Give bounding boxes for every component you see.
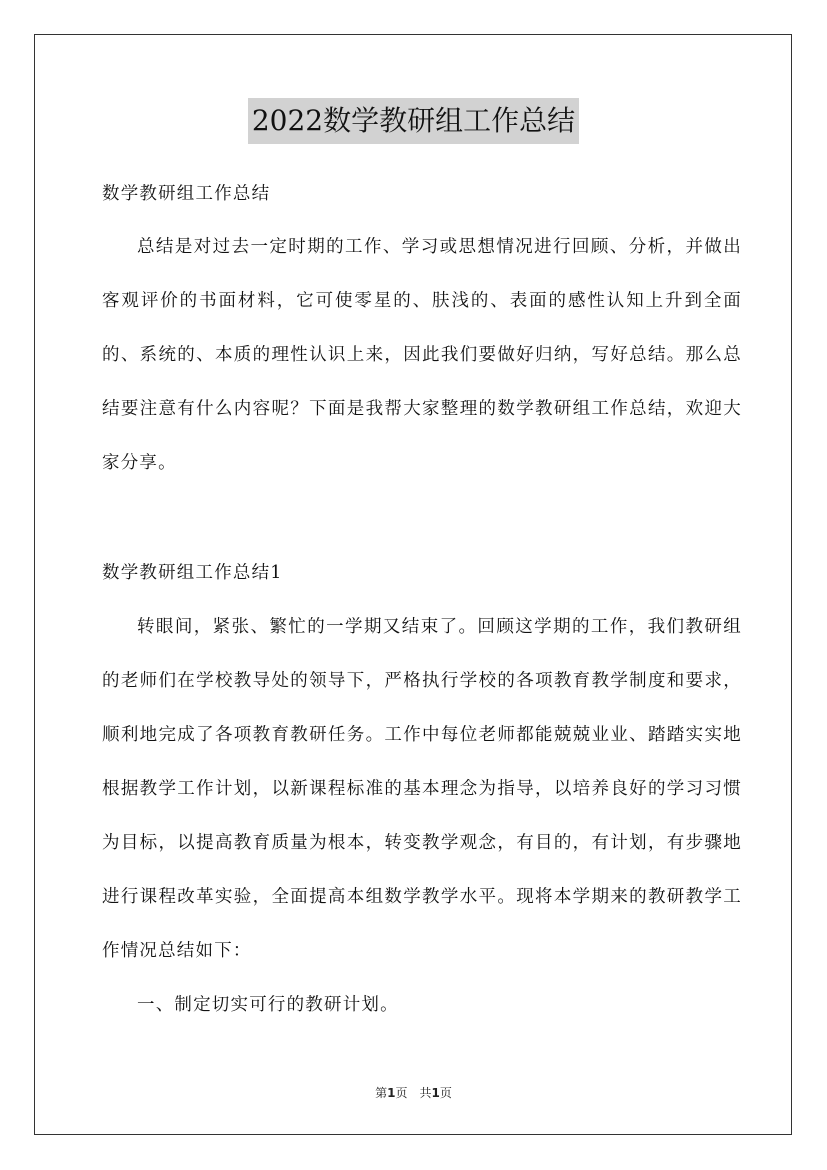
footer-prefix: 第 bbox=[375, 1086, 388, 1100]
footer-suffix: 页 bbox=[439, 1086, 452, 1100]
intro-block bbox=[102, 220, 742, 490]
footer-mid: 页 共 bbox=[395, 1086, 432, 1100]
footer-page-total: 1 bbox=[431, 1086, 440, 1100]
section1-item1: 一、制定切实可行的教研计划。 bbox=[137, 995, 399, 1015]
intro-heading: 数学教研组工作总结 bbox=[102, 184, 271, 204]
document-title-text: 2022数学教研组工作总结 bbox=[248, 98, 579, 144]
intro-paragraph: 总结是对过去一定时期的工作、学习或思想情况进行回顾、分析，并做出客观评价的书面材料，它可使零星的、肤浅的、表面的感性认知上升到全面的、系统的、本质的理性认识上来，因此我们要做好归纳，写好总结。那么总结要注意有什么内容呢？下面是我帮大家整理的数学教研组工作总结，欢迎大家分享。 bbox=[102, 237, 742, 473]
footer-page-number: 1 bbox=[387, 1086, 396, 1100]
section1-paragraph: 转眼间，紧张、繁忙的一学期又结束了。回顾这学期的工作，我们教研组的老师们在学校教导处的领导下，严格执行学校的各项教育教学制度和要求，顺利地完成了各项教育教研任务。工作中每位老师都能兢兢业业、踏踏实实地根据教学工作计划，以新课程标准的基本理念为指导，以培养良好的学习习惯为目标，以提高教育质量为根本，转变教学观念，有目的，有计划，有步骤地进行课程改革实验，全面提高本组数学教学水平。现将本学期来的教研教学工作情况总结如下： bbox=[102, 617, 742, 961]
page-footer bbox=[0, 1084, 827, 1101]
section1-heading: 数学教研组工作总结1 bbox=[102, 563, 283, 583]
section1-block bbox=[102, 600, 742, 1032]
document-title bbox=[0, 98, 827, 144]
